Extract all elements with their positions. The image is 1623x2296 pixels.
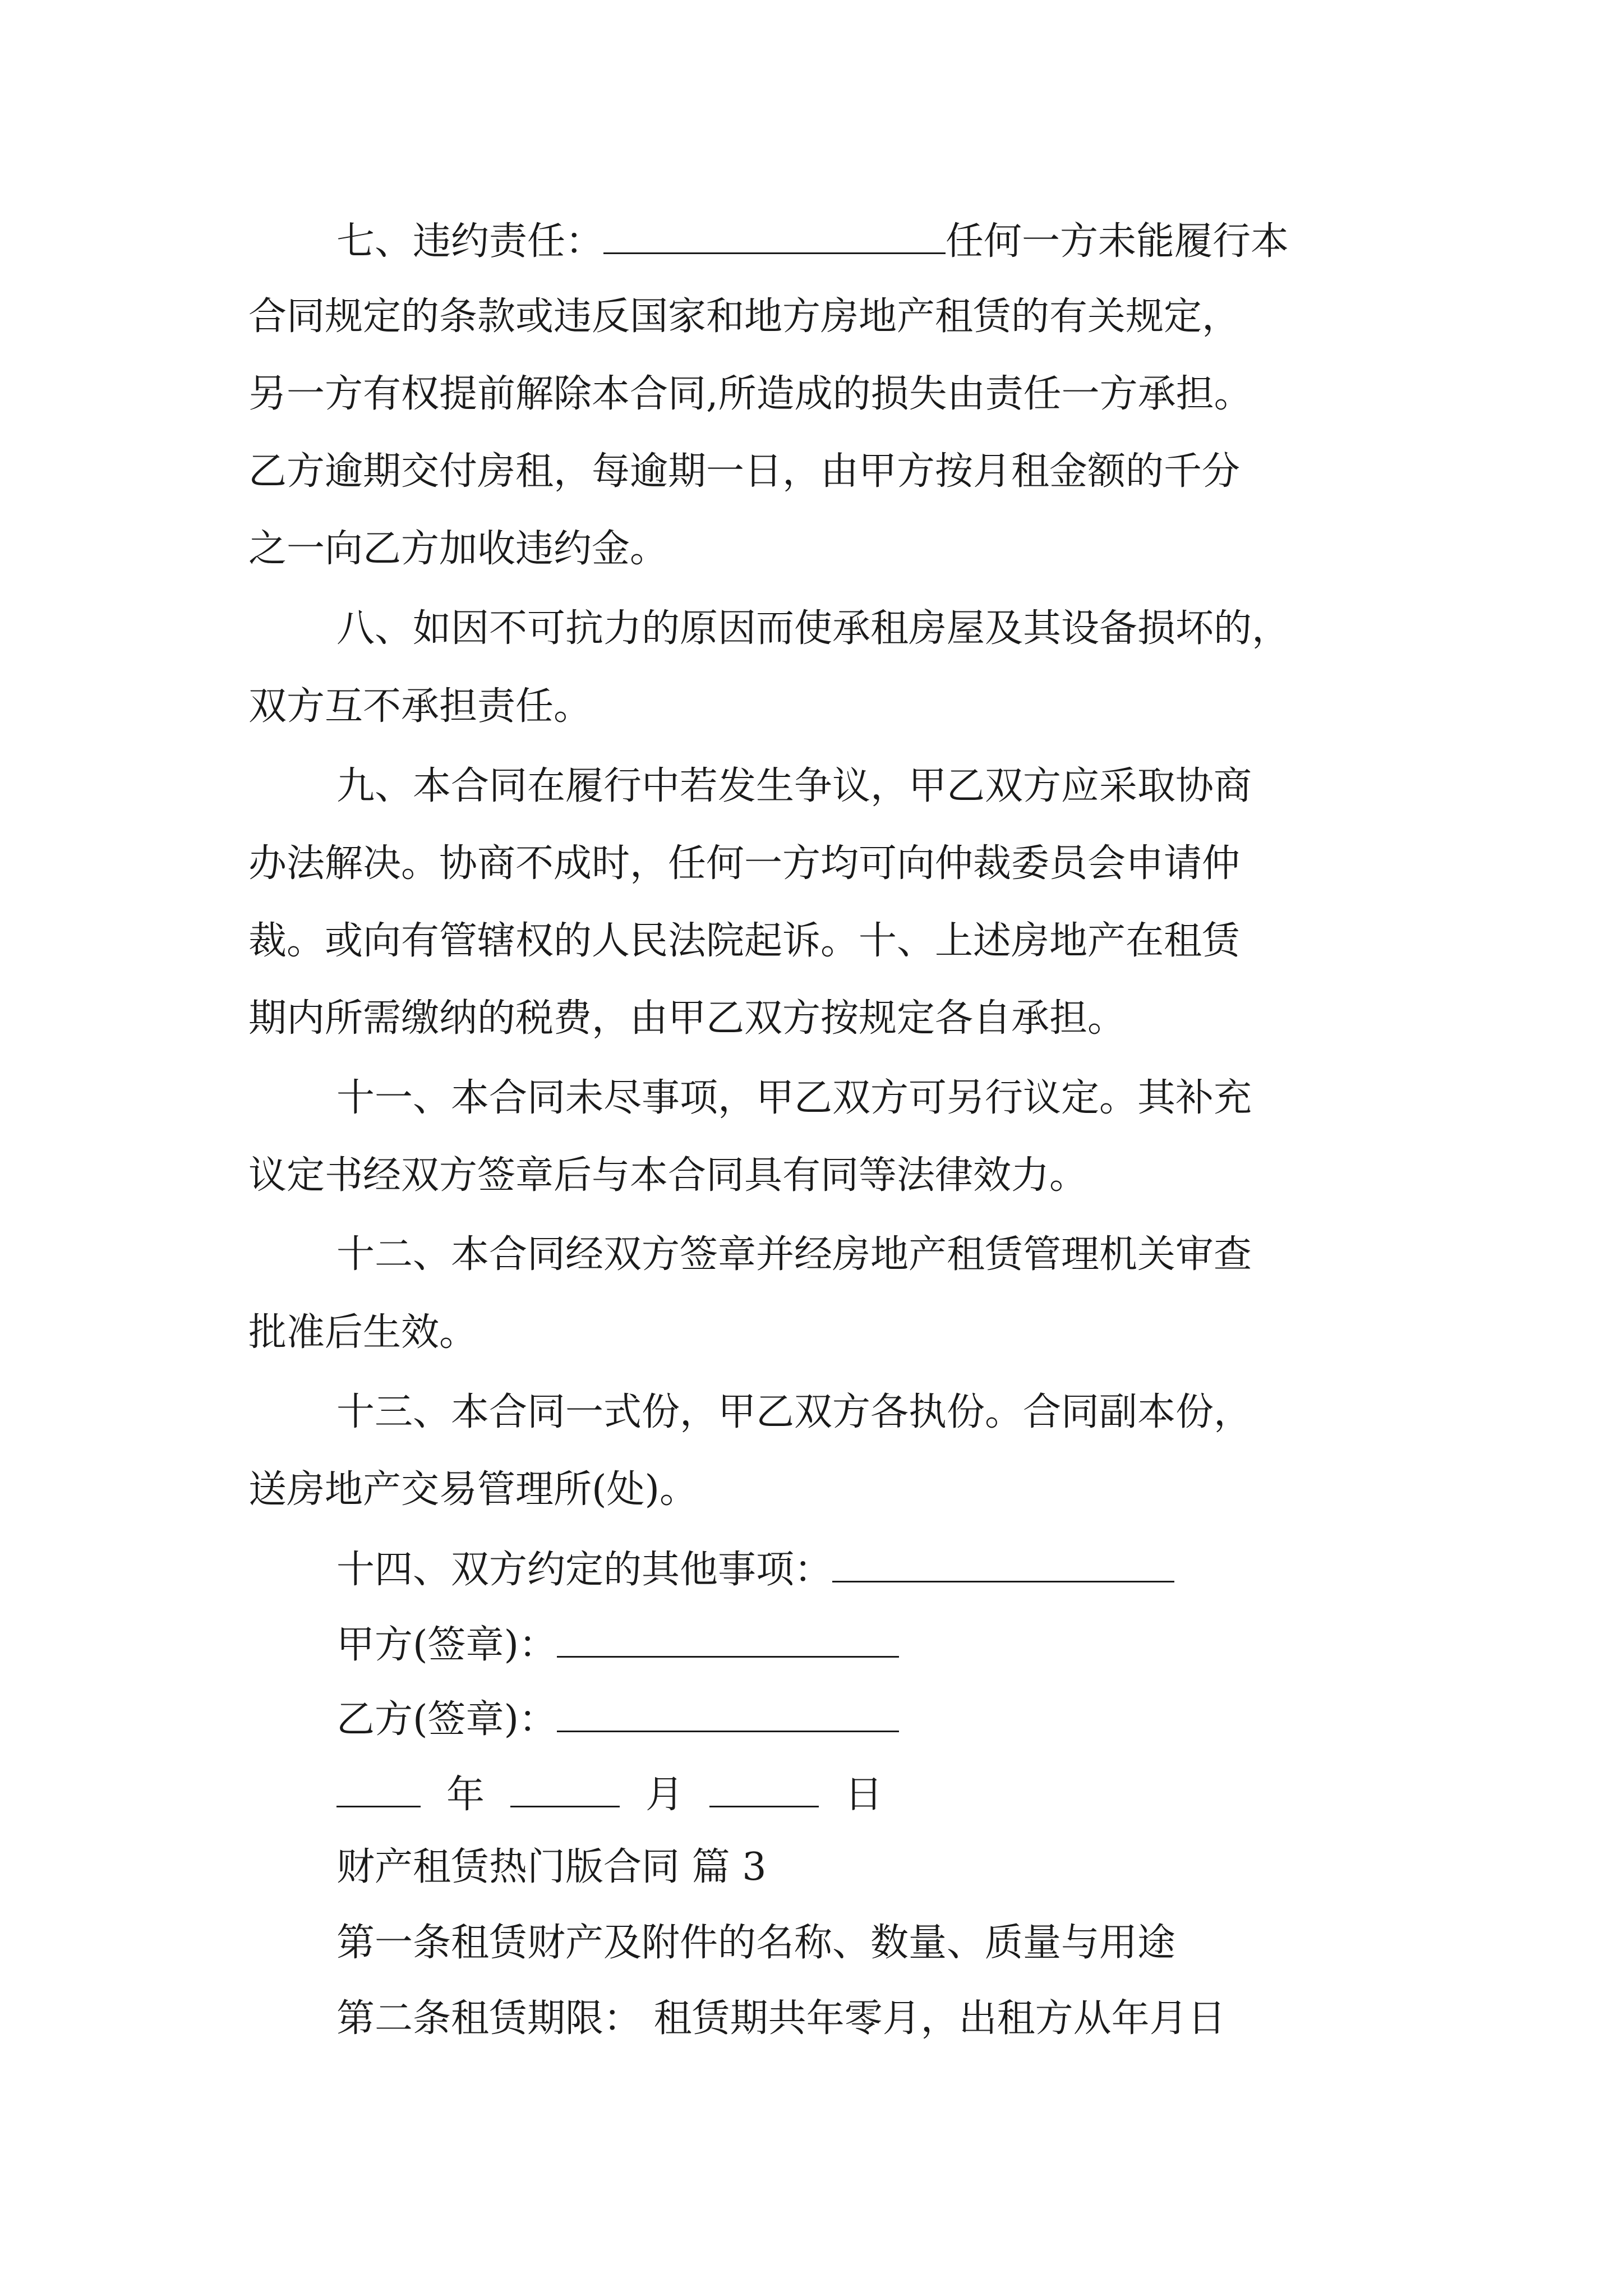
clause14-blank (832, 1548, 1174, 1582)
clause11-line2: 议定书经双方签章后与本合同具有同等法律效力。 (248, 1153, 1088, 1198)
clause12-line2: 批准后生效。 (248, 1310, 478, 1355)
clause9-line1: 九、本合同在履行中若发生争议，甲乙双方应采取协商 (336, 764, 1252, 808)
month-label: 月 (645, 1773, 684, 1817)
day-label: 日 (845, 1773, 883, 1817)
year-blank (336, 1773, 421, 1807)
article2-line: 第二条租赁期限： 租赁期共年零月，出租方从年月日 (336, 1996, 1226, 2041)
party-a-label: 甲方(签章)： (336, 1623, 557, 1667)
party-a-blank (557, 1623, 899, 1658)
clause7-line5: 之一向乙方加收违约金。 (248, 527, 668, 571)
clause9-line4: 期内所需缴纳的税费，由甲乙双方按规定各自承担。 (248, 996, 1126, 1041)
year-label: 年 (446, 1773, 485, 1817)
clause14-line (336, 1548, 1174, 1592)
party-b-signature-line (336, 1697, 899, 1742)
article1-line: 第一条租赁财产及附件的名称、数量、质量与用途 (336, 1921, 1176, 1965)
clause7-line2: 合同规定的条款或违反国家和地方房地产租赁的有关规定， (248, 295, 1241, 339)
day-blank (709, 1773, 819, 1807)
party-a-signature-line (336, 1623, 899, 1667)
clause12-line1: 十二、本合同经双方签章并经房地产租赁管理机关审查 (336, 1232, 1252, 1277)
month-blank (510, 1773, 620, 1807)
clause11-line1: 十一、本合同未尽事项，甲乙双方可另行议定。其补充 (336, 1076, 1252, 1120)
clause8-line2: 双方互不承担责任。 (248, 684, 592, 729)
clause7-line4: 乙方逾期交付房租，每逾期一日，由甲方按月租金额的千分 (248, 449, 1241, 494)
clause7-rest: 任何一方未能履行本 (946, 219, 1289, 264)
clause7-line1 (336, 219, 1289, 264)
party-b-blank (557, 1698, 899, 1732)
clause7-lead: 七、违约责任： (336, 219, 604, 264)
party-b-label: 乙方(签章)： (336, 1697, 557, 1742)
clause13-line2: 送房地产交易管理所(处)。 (248, 1467, 698, 1512)
clause9-line3: 裁。或向有管辖权的人民法院起诉。十、上述房地产在租赁 (248, 919, 1241, 963)
clause9-line2: 办法解决。协商不成时，任何一方均可向仲裁委员会申请仲 (248, 841, 1241, 886)
clause7-line3: 另一方有权提前解除本合同,所造成的损失由责任一方承担。 (248, 372, 1252, 416)
section3-title: 财产租赁热门版合同 篇 3 (336, 1845, 767, 1889)
clause8-line1: 八、如因不可抗力的原因而使承租房屋及其设备损坏的， (336, 606, 1290, 651)
clause7-blank (603, 220, 946, 254)
clause14-label: 十四、双方约定的其他事项： (336, 1548, 833, 1592)
clause13-line1: 十三、本合同一式份，甲乙双方各执份。合同副本份， (336, 1390, 1252, 1434)
date-line (336, 1773, 883, 1817)
